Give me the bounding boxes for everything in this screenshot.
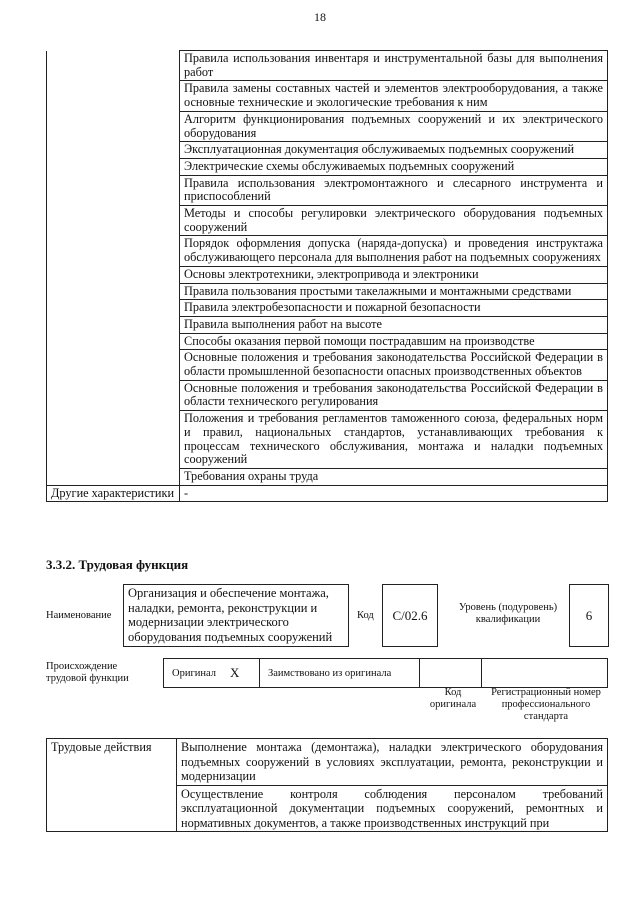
actions-table <box>46 738 608 832</box>
origin-code-caption: Код оригинала <box>429 687 477 710</box>
knowledge-item: Требования охраны труда <box>180 468 608 485</box>
knowledge-label-cell <box>47 51 180 486</box>
other-value: - <box>180 485 608 502</box>
knowledge-item: Основные положения и требования законодательства Российской Федерации в области промышленной безопасности опасных производственных объектов <box>180 350 608 380</box>
knowledge-table <box>46 50 608 502</box>
knowledge-item: Алгоритм функционирования подъемных сооружений и их электрического оборудования <box>180 111 608 141</box>
knowledge-item: Эксплуатационная документация обслуживаемых подъемных сооружений <box>180 142 608 159</box>
name-label: Наименование <box>46 610 112 621</box>
knowledge-item: Правила выполнения работ на высоте <box>180 316 608 333</box>
knowledge-item: Правила использования инвентаря и инструментальной базы для выполнения работ <box>180 51 608 81</box>
origin-label: Происхождение трудовой функции <box>46 661 129 684</box>
actions-label: Трудовые действия <box>47 739 177 832</box>
action-item: Осуществление контроля соблюдения персоналом требований эксплуатационной документации подъемных сооружений, ремонтных и нормативных документов, а также производственных инструкций при <box>177 785 608 832</box>
knowledge-item: Порядок оформления допуска (наряда-допуска) и проведения инструктажа обслуживающего персонала для выполнения работ на подъемных сооружениях <box>180 236 608 266</box>
knowledge-item: Электрические схемы обслуживаемых подъемных сооружений <box>180 158 608 175</box>
knowledge-item: Основные положения и требования законодательства Российской Федерации в области технического регулирования <box>180 380 608 410</box>
origin-reg-cell <box>482 659 607 687</box>
knowledge-item: Основы электротехники, электропривода и электроники <box>180 266 608 283</box>
knowledge-item: Правила использования электромонтажного и слесарного инструмента и приспособлений <box>180 175 608 205</box>
origin-code-cell <box>420 659 482 687</box>
function-code: С/02.6 <box>382 584 438 647</box>
knowledge-item: Правила замены составных частей и элементов электрооборудования, а также основные технические и экологические требования к ним <box>180 81 608 111</box>
origin-borrowed: Заимствовано из оригинала <box>260 659 420 687</box>
function-level: 6 <box>569 584 609 647</box>
section-title: 3.3.2. Трудовая функция <box>46 557 189 572</box>
origin-row <box>163 658 608 688</box>
action-row <box>47 739 608 786</box>
knowledge-row <box>47 51 608 81</box>
knowledge-item: Правила электробезопасности и пожарной безопасности <box>180 300 608 317</box>
origin-reg-caption: Регистрационный номер профессионального стандарта <box>491 687 601 722</box>
origin-original-cell <box>164 659 260 687</box>
page-number: 18 <box>314 10 326 24</box>
action-item: Выполнение монтажа (демонтажа), наладки электрического оборудования подъемных сооружений в условиях эксплуатации, ремонта, реконструкции и модернизации <box>177 739 608 786</box>
other-label: Другие характеристики <box>47 485 180 502</box>
origin-mark: X <box>230 665 240 680</box>
knowledge-item: Методы и способы регулировки электрического оборудования подъемных сооружений <box>180 206 608 236</box>
code-label: Код <box>357 610 374 621</box>
knowledge-item: Способы оказания первой помощи пострадавшим на производстве <box>180 333 608 350</box>
knowledge-item: Положения и требования регламентов таможенного союза, федеральных норм и правил, национальных стандартов, устанавливающих требования к процессам технического обслуживания, монтажа и наладки подъемных сооружений <box>180 411 608 469</box>
function-name: Организация и обеспечение монтажа, наладки, ремонта, реконструкции и модернизации электрического оборудования подъемных сооружений <box>123 584 349 647</box>
origin-original: Оригинал <box>172 667 216 679</box>
other-row <box>47 485 608 502</box>
level-label: Уровень (подуровень) квалификации <box>458 602 558 625</box>
knowledge-item: Правила пользования простыми такелажными и монтажными средствами <box>180 283 608 300</box>
